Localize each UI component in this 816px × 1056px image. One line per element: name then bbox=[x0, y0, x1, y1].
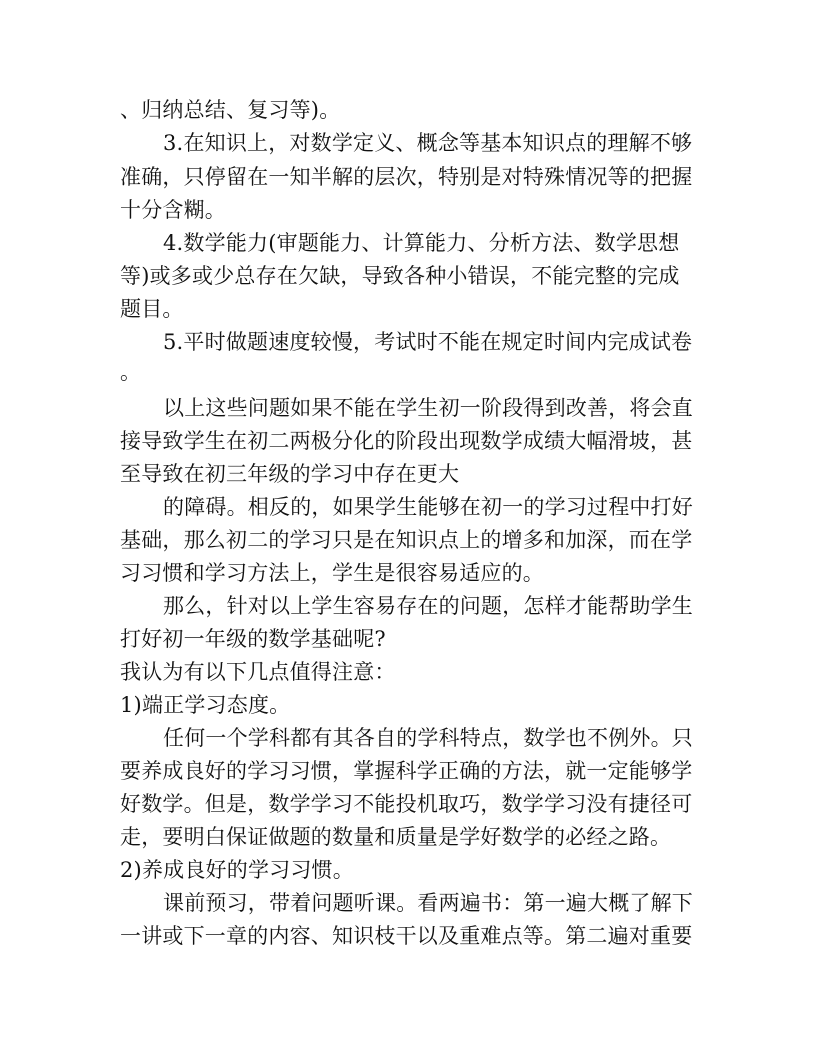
text-line-14: 基础，那么初二的学习只是在知识点上的增多和加深，而在学 bbox=[120, 528, 693, 552]
text-line-16: 那么，针对以上学生容易存在的问题，怎样才能帮助学生 bbox=[163, 594, 693, 618]
text-line-11: 接导致学生在初二两极分化的阶段出现数学成绩大幅滑坡，甚 bbox=[120, 429, 693, 453]
text-line-24: 2)养成良好的学习习惯。 bbox=[120, 858, 354, 882]
text-line-22: 好数学。但是，数学学习不能投机取巧，数学学习没有捷径可 bbox=[120, 792, 693, 816]
text-line-01: 、归纳总结、复习等)。 bbox=[120, 98, 341, 122]
text-line-06: 等)或多或少总存在欠缺，导致各种小错误，不能完整的完成 bbox=[120, 264, 680, 288]
text-line-13: 的障碍。相反的，如果学生能够在初一的学习过程中打好 bbox=[163, 495, 693, 519]
text-line-20: 任何一个学科都有其各自的学科特点，数学也不例外。只 bbox=[163, 726, 693, 750]
text-line-05: 4.数学能力(审题能力、计算能力、分析方法、数学思想 bbox=[163, 231, 680, 255]
text-line-08: 5.平时做题速度较慢，考试时不能在规定时间内完成试卷 bbox=[163, 330, 693, 354]
text-line-12: 至导致在初三年级的学习中存在更大 bbox=[120, 462, 460, 486]
text-line-15: 习习惯和学习方法上，学生是很容易适应的。 bbox=[120, 561, 544, 585]
text-line-04: 十分含糊。 bbox=[120, 198, 226, 222]
text-line-02: 3.在知识上，对数学定义、概念等基本知识点的理解不够 bbox=[163, 131, 693, 155]
text-line-26: 一讲或下一章的内容、知识枝干以及重难点等。第二遍对重要 bbox=[120, 924, 693, 948]
text-line-17: 打好初一年级的数学基础呢? bbox=[120, 627, 386, 651]
text-line-19: 1)端正学习态度。 bbox=[120, 693, 291, 717]
text-line-09: 。 bbox=[120, 360, 142, 384]
text-line-23: 走，要明白保证做题的数量和质量是学好数学的必经之路。 bbox=[120, 825, 672, 849]
text-line-07: 题目。 bbox=[120, 297, 184, 321]
text-line-18: 我认为有以下几点值得注意： bbox=[120, 660, 396, 684]
text-line-10: 以上这些问题如果不能在学生初一阶段得到改善，将会直 bbox=[163, 396, 693, 420]
text-line-03: 准确，只停留在一知半解的层次，特别是对特殊情况等的把握 bbox=[120, 165, 693, 189]
text-line-25: 课前预习，带着问题听课。看两遍书：第一遍大概了解下 bbox=[163, 891, 693, 915]
text-line-21: 要养成良好的学习习惯，掌握科学正确的方法，就一定能够学 bbox=[120, 759, 693, 783]
